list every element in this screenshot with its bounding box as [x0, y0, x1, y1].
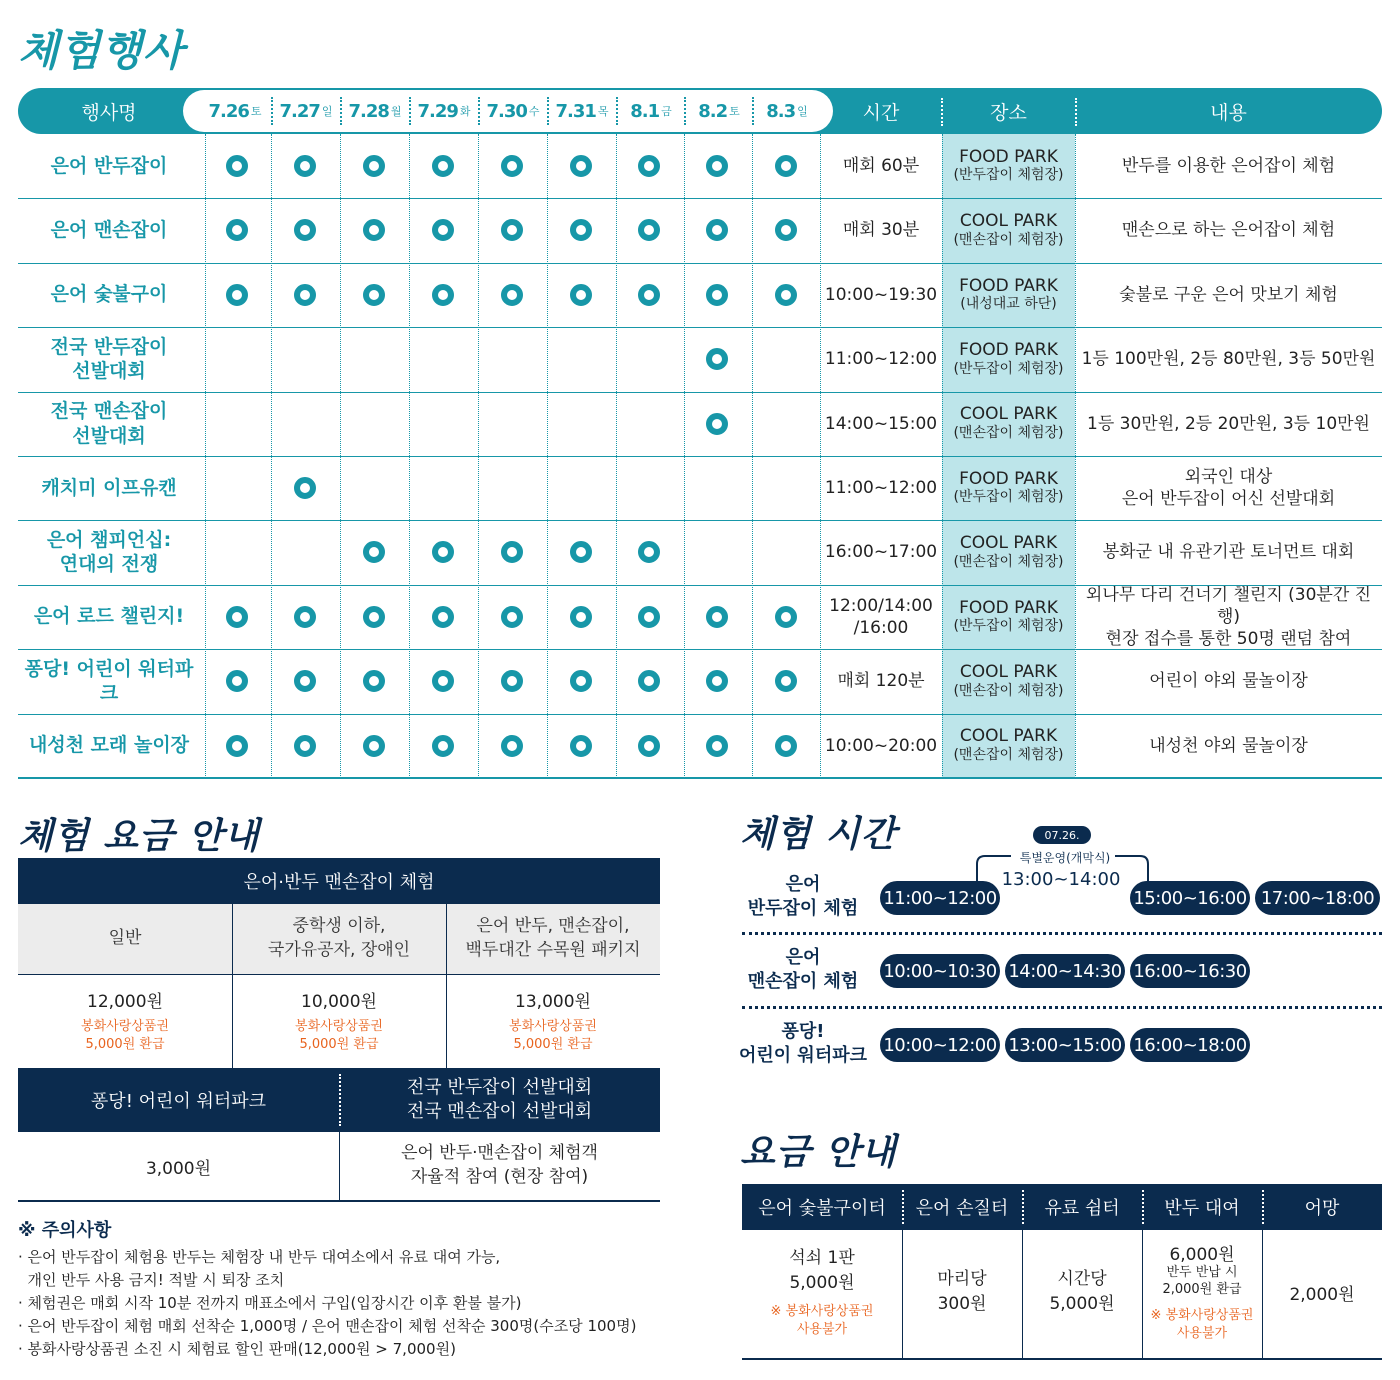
place-sub: (내성대교 하단): [960, 296, 1057, 313]
event-time: 매회 120분: [837, 671, 925, 692]
event-name: 은어 반두잡이: [50, 154, 168, 177]
table-row: [18, 520, 1382, 584]
circle-marker: [501, 155, 523, 177]
circle-marker: [294, 219, 316, 241]
circle-marker: [570, 284, 592, 306]
price-grill: 석쇠 1판 5,000원: [789, 1248, 855, 1293]
day-label: 목: [597, 105, 608, 118]
day-label: 수: [528, 105, 539, 118]
circle-marker: [294, 670, 316, 692]
circle-marker: [363, 284, 385, 306]
circle-marker: [294, 284, 316, 306]
note-item: · 봉화사랑상품권 소진 시 체험료 할인 판매(12,000원 > 7,000원): [18, 1340, 456, 1358]
header-desc: 내용: [1210, 101, 1247, 124]
place-name: COOL PARK: [959, 211, 1058, 232]
circle-marker: [638, 284, 660, 306]
fee-header-waterpark: 퐁당! 어린이 워터파크: [90, 1091, 267, 1112]
day-label: 월: [390, 105, 401, 118]
circle-marker: [226, 670, 248, 692]
circle-marker: [706, 670, 728, 692]
row-divider: [18, 327, 1382, 328]
event-place: [942, 714, 1075, 778]
circle-marker: [706, 155, 728, 177]
date-divider: [547, 97, 549, 125]
place-sub: (반두잡이 체험장): [953, 489, 1064, 506]
circle-marker: [432, 219, 454, 241]
time-divider: [742, 932, 1382, 935]
event-place: [942, 198, 1075, 262]
time-slot-pill: 15:00~16:00: [1130, 881, 1250, 915]
date-header-cell: [752, 90, 821, 132]
circle-marker: [363, 606, 385, 628]
place-name: COOL PARK: [959, 533, 1058, 554]
circle-marker: [432, 284, 454, 306]
day-label: 일: [321, 105, 332, 118]
circle-marker: [294, 477, 316, 499]
date-header-cell: [616, 90, 685, 132]
time-row-label: 은어 반두잡이 체험: [747, 874, 859, 920]
event-time: 매회 60분: [842, 155, 920, 176]
circle-marker: [363, 735, 385, 757]
time-row-label: 퐁당! 어린이 워터파크: [739, 1021, 867, 1067]
circle-marker: [226, 284, 248, 306]
circle-marker: [226, 219, 248, 241]
price-header-divider: [1142, 1190, 1144, 1224]
event-time: 11:00~12:00: [824, 477, 938, 498]
circle-marker: [432, 735, 454, 757]
place-sub: (맨손잡이 체험장): [953, 424, 1064, 441]
event-desc: 1등 30만원, 2등 20만원, 3등 10만원: [1087, 413, 1370, 434]
date-header-cell: [547, 90, 616, 132]
circle-marker: [638, 219, 660, 241]
event-name: 은어 챔피언십: 연대의 전쟁: [46, 528, 172, 576]
circle-marker: [226, 735, 248, 757]
fee-refund: 봉화사랑상품권 5,000원 환급: [295, 1019, 383, 1052]
fee-col-header: 은어 반두, 맨손잡이, 백두대간 수목원 패키지: [465, 916, 641, 960]
circle-marker: [638, 155, 660, 177]
circle-marker: [363, 155, 385, 177]
fee-col-header: 일반: [108, 928, 142, 949]
notes-list: [18, 1246, 668, 1361]
price-fishnet: 2,000원: [1289, 1284, 1355, 1305]
table-row: [18, 198, 1382, 262]
date-label: 7.31: [555, 100, 596, 122]
fee-price: 13,000원: [515, 991, 591, 1012]
date-label: 7.30: [486, 100, 527, 122]
fee-bottom-rule: [18, 1200, 660, 1202]
table-bottom-rule: [18, 777, 1382, 779]
circle-marker: [501, 284, 523, 306]
price-net-refund: 반두 반납 시 2,000원 환급: [1162, 1265, 1242, 1297]
circle-marker: [706, 219, 728, 241]
time-slot-pill: 10:00~12:00: [880, 1028, 1000, 1062]
event-desc: 외나무 다리 건너기 챌린지 (30분간 진행) 현장 접수를 통한 50명 랜덤 참여: [1085, 584, 1372, 649]
event-name: 내성천 모래 놀이장: [28, 734, 190, 757]
date-header-cell: [409, 90, 478, 132]
date-label: 8.1: [630, 100, 660, 122]
circle-marker: [570, 670, 592, 692]
fee-refund: 봉화사랑상품권 5,000원 환급: [81, 1019, 169, 1052]
price-header-divider: [1022, 1190, 1024, 1224]
event-name: 퐁당! 어린이 워터파크: [24, 657, 194, 705]
event-desc: 내성천 야외 물놀이장: [1149, 735, 1308, 756]
event-time: 매회 30분: [842, 220, 920, 241]
event-desc: 숯불로 구운 은어 맛보기 체험: [1119, 284, 1338, 305]
row-divider: [18, 714, 1382, 715]
circle-marker: [432, 670, 454, 692]
circle-marker: [775, 735, 797, 757]
price-net-rental: 6,000원: [1169, 1244, 1235, 1265]
circle-marker: [501, 735, 523, 757]
circle-marker: [432, 155, 454, 177]
fee-price-contest: 은어 반두·맨손잡이 체험객 자율적 참여 (현장 참여): [401, 1143, 598, 1187]
circle-marker: [638, 670, 660, 692]
circle-marker: [294, 155, 316, 177]
place-sub: (반두잡이 체험장): [953, 618, 1064, 635]
header-place: 장소: [990, 101, 1027, 124]
fee-price-waterpark: 3,000원: [145, 1158, 212, 1179]
place-sub: (맨손잡이 체험장): [953, 682, 1064, 699]
day-label: 토: [729, 105, 739, 118]
table-row: [18, 456, 1382, 520]
circle-marker: [363, 541, 385, 563]
day-label: 토: [250, 105, 261, 118]
event-place: [942, 649, 1075, 713]
event-desc: 봉화군 내 유관기관 토너먼트 대회: [1102, 542, 1355, 563]
place-sub: (맨손잡이 체험장): [953, 231, 1064, 248]
note-item: · 체험권은 매회 시작 10분 전까지 매표소에서 구입(입장시간 이후 환불 불가): [18, 1294, 522, 1312]
price-header-divider: [902, 1190, 904, 1224]
time-slot-pill: 13:00~15:00: [1005, 1028, 1125, 1062]
event-place: [942, 456, 1075, 520]
date-header-cell: [684, 90, 753, 132]
circle-marker: [570, 735, 592, 757]
event-desc: 외국인 대상 은어 반두잡이 어신 선발대회: [1121, 466, 1336, 509]
event-time: 11:00~12:00: [824, 349, 938, 370]
date-label: 7.28: [348, 100, 389, 122]
table-row: [18, 263, 1382, 327]
time-slot-pill: 10:00~10:30: [880, 954, 1000, 988]
day-label: 일: [797, 105, 807, 118]
event-desc: 반두를 이용한 은어잡이 체험: [1121, 155, 1336, 176]
fee-price: 10,000원: [301, 991, 377, 1012]
date-header-cell: [271, 90, 340, 132]
row-divider: [18, 585, 1382, 586]
event-name: 전국 반두잡이 선발대회: [50, 335, 168, 383]
date-divider: [616, 97, 618, 125]
table-row: [18, 714, 1382, 778]
event-time: 10:00~20:00: [824, 735, 938, 756]
fee-header: 은어·반두 맨손잡이 체험: [18, 858, 660, 904]
time-row-label: 은어 맨손잡이 체험: [747, 947, 859, 993]
event-time: 10:00~19:30: [824, 284, 938, 305]
fee-rule: [18, 974, 660, 975]
circle-marker: [501, 541, 523, 563]
header-event: 행사명: [81, 101, 137, 124]
place-name: FOOD PARK: [959, 340, 1058, 361]
row-divider: [18, 263, 1382, 264]
date-divider: [752, 97, 754, 125]
time-slot-pill: 16:00~18:00: [1130, 1028, 1250, 1062]
circle-marker: [501, 670, 523, 692]
row-divider: [18, 392, 1382, 393]
event-name: 은어 숯불구이: [50, 283, 168, 306]
date-divider: [409, 97, 411, 125]
day-label: 화: [459, 105, 470, 118]
price-header: 반두 대여: [1164, 1198, 1240, 1219]
event-place: [942, 520, 1075, 584]
place-name: FOOD PARK: [959, 275, 1058, 296]
circle-marker: [570, 606, 592, 628]
date-header-cell: [340, 90, 409, 132]
circle-marker: [363, 219, 385, 241]
event-desc: 어린이 야외 물놀이장: [1149, 671, 1308, 692]
fee-title: 체험 요금 안내: [18, 816, 260, 857]
circle-marker: [775, 155, 797, 177]
fee-refund: 봉화사랑상품권 5,000원 환급: [509, 1019, 597, 1052]
circle-marker: [570, 155, 592, 177]
place-sub: (반두잡이 체험장): [953, 360, 1064, 377]
day-label: 금: [661, 105, 671, 118]
special-date-badge: 07.26.: [1033, 826, 1091, 844]
price-header-divider: [1262, 1190, 1264, 1224]
event-name: 전국 맨손잡이 선발대회: [50, 399, 168, 447]
price-header: 은어 손질터: [915, 1198, 1009, 1219]
event-place: [942, 585, 1075, 649]
row-divider: [18, 456, 1382, 457]
main-title: 체험행사: [18, 26, 185, 75]
time-slot-pill: 11:00~12:00: [880, 881, 1000, 915]
price-net-note: ※ 봉화사랑상품권 사용불가: [1150, 1308, 1254, 1341]
place-name: FOOD PARK: [959, 597, 1058, 618]
row-divider: [18, 520, 1382, 521]
circle-marker: [294, 606, 316, 628]
fee-header-contest: 전국 반두잡이 선발대회 전국 맨손잡이 선발대회: [406, 1076, 593, 1122]
event-place: [942, 134, 1075, 198]
date-divider: [478, 97, 480, 125]
note-item: · 은어 반두잡이 체험 매회 선착순 1,000명 / 은어 맨손잡이 체험 선착순 300명(수조당 100명): [18, 1317, 637, 1335]
place-name: COOL PARK: [959, 662, 1058, 683]
place-sub: (반두잡이 체험장): [953, 167, 1064, 184]
circle-marker: [638, 541, 660, 563]
circle-marker: [570, 219, 592, 241]
price-rest: 시간당 5,000원: [1049, 1269, 1115, 1314]
time-title: 체험 시간: [740, 814, 897, 855]
price-cleaning: 마리당 300원: [937, 1269, 987, 1314]
date-divider: [340, 97, 342, 125]
event-place: [942, 327, 1075, 391]
date-divider: [271, 97, 273, 125]
circle-marker: [638, 735, 660, 757]
date-label: 8.2: [698, 100, 728, 122]
row-divider: [18, 198, 1382, 199]
notes-title: ※ 주의사항: [18, 1220, 112, 1241]
event-place: [942, 263, 1075, 327]
circle-marker: [775, 284, 797, 306]
special-time: 13:00~14:00: [1001, 868, 1121, 890]
event-desc: 맨손으로 하는 은어잡이 체험: [1121, 220, 1336, 241]
table-row: [18, 327, 1382, 391]
fee-price: 12,000원: [87, 991, 163, 1012]
price-title: 요금 안내: [740, 1132, 897, 1173]
place-sub: (맨손잡이 체험장): [953, 746, 1064, 763]
circle-marker: [706, 606, 728, 628]
price-header: 은어 숯불구이터: [758, 1198, 886, 1219]
place-name: FOOD PARK: [959, 468, 1058, 489]
event-time: 16:00~17:00: [824, 542, 938, 563]
date-label: 8.3: [766, 100, 796, 122]
date-header-cell: [200, 90, 269, 132]
event-desc: 1등 100만원, 2등 80만원, 3등 50만원: [1081, 349, 1376, 370]
event-name: 은어 로드 챌린지!: [33, 605, 185, 628]
place-name: COOL PARK: [959, 726, 1058, 747]
date-label: 7.26: [208, 100, 249, 122]
place-name: FOOD PARK: [959, 146, 1058, 167]
table-row: [18, 392, 1382, 456]
header-time: 시간: [862, 101, 900, 124]
circle-marker: [775, 670, 797, 692]
table-row: [18, 134, 1382, 198]
date-header-cell: [478, 90, 547, 132]
time-divider: [742, 1006, 1382, 1009]
circle-marker: [294, 735, 316, 757]
table-row: [18, 585, 1382, 649]
price-header: 어망: [1304, 1198, 1340, 1219]
note-item: 개인 반두 사용 금지! 적발 시 퇴장 조치: [18, 1271, 285, 1289]
date-label: 7.27: [279, 100, 320, 122]
event-time: 14:00~15:00: [824, 413, 938, 434]
circle-marker: [432, 541, 454, 563]
date-divider: [684, 97, 686, 125]
event-time: 12:00/14:00 /16:00: [829, 595, 933, 638]
circle-marker: [706, 413, 728, 435]
event-place: [942, 392, 1075, 456]
circle-marker: [570, 541, 592, 563]
special-label: 특별운영(개막식): [1019, 850, 1111, 865]
circle-marker: [775, 606, 797, 628]
circle-marker: [775, 219, 797, 241]
price-grill-note: ※ 봉화사랑상품권 사용불가: [770, 1304, 874, 1337]
time-slot-pill: 14:00~14:30: [1005, 954, 1125, 988]
note-item: · 은어 반두잡이 체험용 반두는 체험장 내 반두 대여소에서 유료 대여 가능,: [18, 1248, 501, 1266]
time-slot-pill: 16:00~16:30: [1130, 954, 1250, 988]
circle-marker: [432, 606, 454, 628]
circle-marker: [706, 348, 728, 370]
event-name: 캐치미 이프유캔: [41, 476, 177, 499]
date-label: 7.29: [417, 100, 458, 122]
time-slot-pill: 17:00~18:00: [1255, 881, 1380, 915]
circle-marker: [363, 670, 385, 692]
fee-col-header: 중학생 이하, 국가유공자, 장애인: [267, 916, 411, 960]
row-divider: [18, 649, 1382, 650]
circle-marker: [706, 735, 728, 757]
circle-marker: [501, 219, 523, 241]
circle-marker: [226, 606, 248, 628]
circle-marker: [706, 284, 728, 306]
price-bottom-rule: [742, 1358, 1382, 1360]
circle-marker: [638, 606, 660, 628]
circle-marker: [501, 606, 523, 628]
place-sub: (맨손잡이 체험장): [953, 553, 1064, 570]
circle-marker: [226, 155, 248, 177]
price-header: 유료 쉼터: [1044, 1198, 1120, 1219]
place-name: COOL PARK: [959, 404, 1058, 425]
event-name: 은어 맨손잡이: [50, 219, 168, 242]
table-row: [18, 649, 1382, 713]
